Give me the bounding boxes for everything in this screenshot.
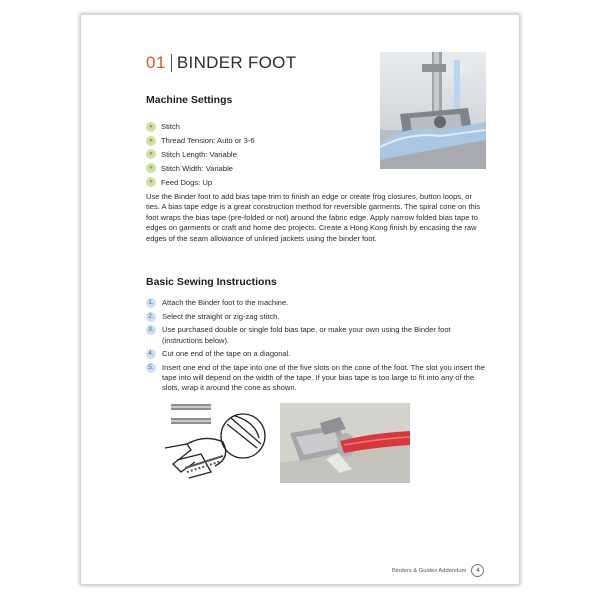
step-number: 3.: [146, 325, 156, 335]
step-number: 1.: [146, 298, 156, 308]
page-footer: [392, 564, 484, 577]
binder-foot-photo: [380, 52, 486, 169]
footer-text: Binders & Guides Addendum: [392, 567, 467, 574]
chevron-bullet-icon: »: [146, 149, 156, 159]
manual-page: [80, 14, 520, 585]
step-item: 3. Use purchased double or single fold bias tape, or make your own using the Binder foot (instructions below).: [146, 325, 491, 345]
instructions-list: [146, 298, 491, 397]
page-title: [146, 52, 296, 74]
step-number: 4.: [146, 349, 156, 359]
chevron-bullet-icon: »: [146, 136, 156, 146]
instructions-heading: Basic Sewing Instructions: [146, 276, 277, 288]
step-item: 2. Select the straight or zig-zag stitch.: [146, 312, 491, 322]
description-paragraph: Use the Binder foot to add bias tape trim to finish an edge or create frog closures, button loops, or ties. A bias tape edge is a great construction method for reversible garments. The spiral cone on this foot wraps the bias tape (pre-folded or not) around the fabric edge. Apply narrow folded bias tape to edges on garments or craft and home dec projects. Create a Hong Kong finish by encasing the raw edges of the seam allowance of unlined jackets using the binder foot.: [146, 192, 481, 243]
list-item: » Stitch Width: Variable: [146, 161, 255, 175]
list-item: » Stitch Length: Variable: [146, 148, 255, 162]
bias-tape-photo: [280, 403, 410, 483]
chevron-bullet-icon: »: [146, 177, 156, 187]
step-number: 2.: [146, 312, 156, 322]
step-item: 1. Attach the Binder foot to the machine.: [146, 298, 491, 308]
step-item: 4. Cut one end of the tape on a diagonal.: [146, 349, 491, 359]
page-number: 4: [471, 564, 484, 577]
list-item: » Stitch: [146, 120, 255, 134]
step-item: 5. Insert one end of the tape into one of the five slots on the cone of the foot. The slot you insert the tape into will depend on the width of the tape. If your bias tape is too large to fit into any of the slots, wrap it around the cone as shown.: [146, 363, 491, 394]
list-item: » Feed Dogs: Up: [146, 175, 255, 189]
step-number: 5.: [146, 363, 156, 373]
machine-settings-heading: Machine Settings: [146, 94, 233, 106]
chevron-bullet-icon: »: [146, 122, 156, 132]
machine-settings-list: [146, 120, 255, 189]
chevron-bullet-icon: »: [146, 163, 156, 173]
title-number: 01: [146, 53, 166, 72]
list-item: » Thread Tension: Auto or 3-6: [146, 134, 255, 148]
title-text: BINDER FOOT: [176, 53, 297, 72]
title-divider: [171, 54, 172, 72]
binder-foot-diagram: [165, 402, 285, 480]
